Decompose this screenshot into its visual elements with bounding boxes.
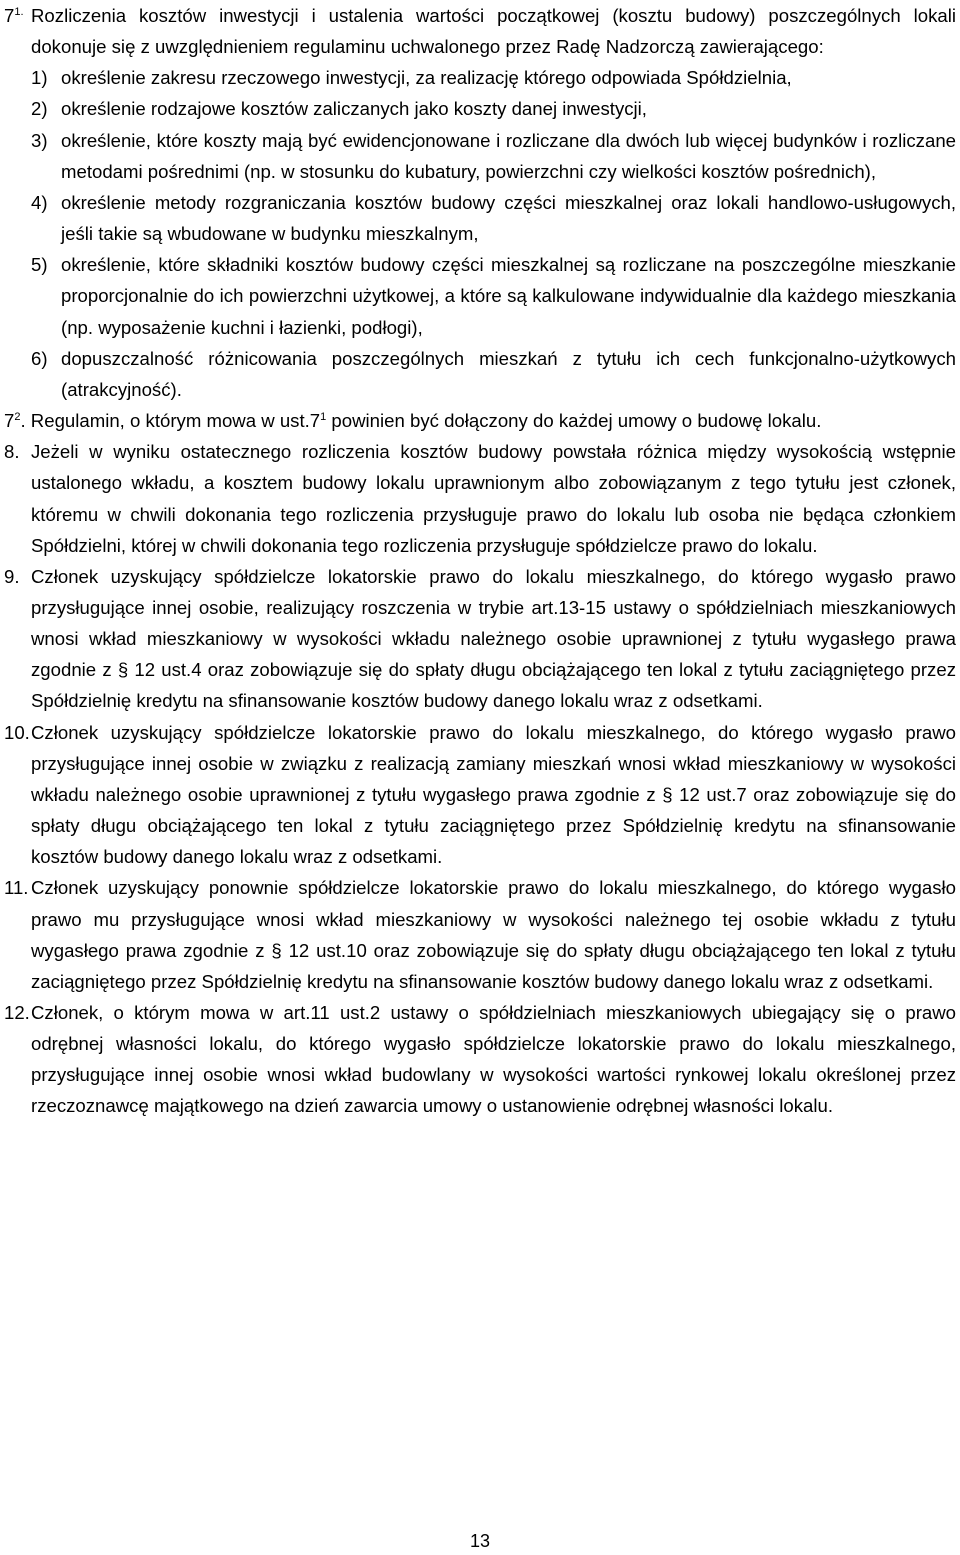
list-item bbox=[4, 125, 956, 187]
paragraph-text: . Regulamin, o którym mowa w ust.7 bbox=[20, 410, 321, 432]
paragraph-8 bbox=[4, 436, 956, 561]
list-item-number: 4) bbox=[31, 191, 48, 213]
list-item-text: dopuszczalność różnicowania poszczególnych mieszkań z tytułu ich cech funkcjonalno-użytkowych (atrakcyjność). bbox=[61, 347, 956, 400]
list-item bbox=[4, 93, 956, 124]
paragraph-number: 9. bbox=[4, 565, 20, 587]
list-item bbox=[4, 343, 956, 405]
paragraph-number: $7^{1.}$ bbox=[4, 5, 24, 26]
paragraph-text: Członek uzyskujący spółdzielcze lokatorskie prawo do lokalu mieszkalnego, do którego wygasło prawo przysługujące innej osobie, realizujący roszczenia w trybie art.13-15 ustawy o spółdzielniach mieszkaniowych wnosi wkład mieszkaniowy w wysokości wkładu należnego osobie uprawnionej z tytułu wygasłego prawa zgodnie z § 12 ust.4 oraz zobowiązuje się do spłaty długu obciążającego ten lokal z tytułu zaciągniętego przez Spółdzielnię kredytu na sfinansowanie kosztów budowy danego lokalu wraz z odsetkami. bbox=[31, 565, 956, 712]
paragraph-text: powinien być dołączony do każdej umowy o budowę lokalu. bbox=[326, 410, 822, 432]
list-item-number: 1) bbox=[31, 67, 48, 89]
list-item-number: 3) bbox=[31, 129, 48, 151]
paragraph-text: Rozliczenia kosztów inwestycji i ustalenia wartości początkowej (kosztu budowy) poszczególnych lokali dokonuje się z uwzględnieniem regulaminu uchwalonego przez Radę Nadzorczą zawierającego: bbox=[31, 5, 956, 58]
paragraph-10 bbox=[4, 717, 956, 873]
superscript: 1. bbox=[14, 6, 24, 18]
paragraph-number: 10. bbox=[4, 721, 30, 743]
list-item bbox=[4, 62, 956, 93]
list-item-number: 6) bbox=[31, 347, 48, 369]
paragraph-7-1 bbox=[4, 0, 956, 62]
list-item-text: określenie, które koszty mają być ewidencjonowane i rozliczane dla dwóch lub więcej budynków i rozliczane metodami pośrednimi (np. w stosunku do kubatury, powierzchni czy wielkości kosztów pośrednich), bbox=[61, 129, 956, 182]
paragraph-11 bbox=[4, 872, 956, 997]
paragraph-text: Jeżeli w wyniku ostatecznego rozliczenia kosztów budowy powstała różnica między wysokością wstępnie ustalonego wkładu, a kosztem budowy lokalu uprawnionym albo zobowiązanym z tego tytułu jest członek, któremu w chwili dokonania tego rozliczenia przysługuje prawo do lokalu lub osoba nie będąca członkiem Spółdzielni, której w chwili dokonania tego rozliczenia przysługuje spółdzielcze prawo do lokalu. bbox=[31, 441, 956, 556]
list-item-text: określenie zakresu rzeczowego inwestycji, za realizację którego odpowiada Spółdzielnia, bbox=[61, 67, 792, 89]
paragraph-12 bbox=[4, 997, 956, 1122]
paragraph-number: 11. bbox=[4, 877, 29, 899]
paragraph-9 bbox=[4, 561, 956, 717]
paragraph-7-2 bbox=[4, 405, 956, 436]
paragraph-number: 7 bbox=[4, 410, 15, 432]
paragraph-text: Członek uzyskujący ponownie spółdzielcze lokatorskie prawo do lokalu mieszkalnego, do którego wygasło prawo mu przysługujące wnosi wkład mieszkaniowy w wysokości należnego tej osobie wkładu z tytułu wygasłego prawa zgodnie z § 12 ust.10 oraz zobowiązuje się do spłaty długu obciążającego ten lokal z tytułu zaciągniętego przez Spółdzielnię kredytu na sfinansowanie kosztów budowy danego lokalu wraz z odsetkami. bbox=[31, 877, 956, 992]
superscript: 2 bbox=[14, 411, 21, 424]
list-item-text: określenie, które składniki kosztów budowy części mieszkalnej są rozliczane na poszczególne mieszkanie proporcjonalnie do ich powierzchni użytkowej, a które są kalkulowane indywidualnie dla każdego mieszkania (np. wyposażenie kuchni i łazienki, podłogi), bbox=[61, 254, 956, 338]
paragraph-number: 8. bbox=[4, 441, 20, 463]
page-number: 13 bbox=[469, 1531, 491, 1551]
superscript: 1 bbox=[320, 411, 327, 424]
document-body bbox=[4, 0, 956, 1122]
list-item bbox=[4, 187, 956, 249]
paragraph-number: 12. bbox=[4, 1002, 30, 1023]
item-list bbox=[4, 62, 956, 405]
paragraph-text: Członek uzyskujący spółdzielcze lokatorskie prawo do lokalu mieszkalnego, do którego wygasło prawo przysługujące innej osobie w związku z realizacją zamiany mieszkań wnosi wkład mieszkaniowy w wysokości wkładu należnego osobie uprawnionej z tytułu wygasłego prawa zgodnie z § 12 ust.7 oraz zobowiązuje się do spłaty długu obciążającego ten lokal z tytułu zaciągniętego przez Spółdzielnię kredytu na sfinansowanie kosztów budowy danego lokalu wraz z odsetkami. bbox=[31, 721, 956, 868]
list-item-number: 2) bbox=[31, 98, 48, 120]
list-item-number: 5) bbox=[31, 254, 48, 276]
list-item-text: określenie rodzajowe kosztów zaliczanych jako koszty danej inwestycji, bbox=[61, 98, 647, 120]
paragraph-text: Członek, o którym mowa w art.11 ust.2 ustawy o spółdzielniach mieszkaniowych ubiegający się o prawo odrębnej własności lokalu, do którego wygasło spółdzielcze lokatorskie prawo do lokalu mieszkalnego, przysługujące innej osobie wnosi wkład budowlany w wysokości wartości rynkowej lokalu określonej przez rzeczoznawcę majątkowego na dzień zawarcia umowy o ustanowienie odrębnej własności lokalu. bbox=[31, 1002, 956, 1117]
list-item-text: określenie metody rozgraniczania kosztów budowy części mieszkalnej oraz lokali handlowo-usługowych, jeśli takie są wbudowane w budynku mieszkalnym, bbox=[61, 191, 956, 245]
list-item bbox=[4, 249, 956, 342]
